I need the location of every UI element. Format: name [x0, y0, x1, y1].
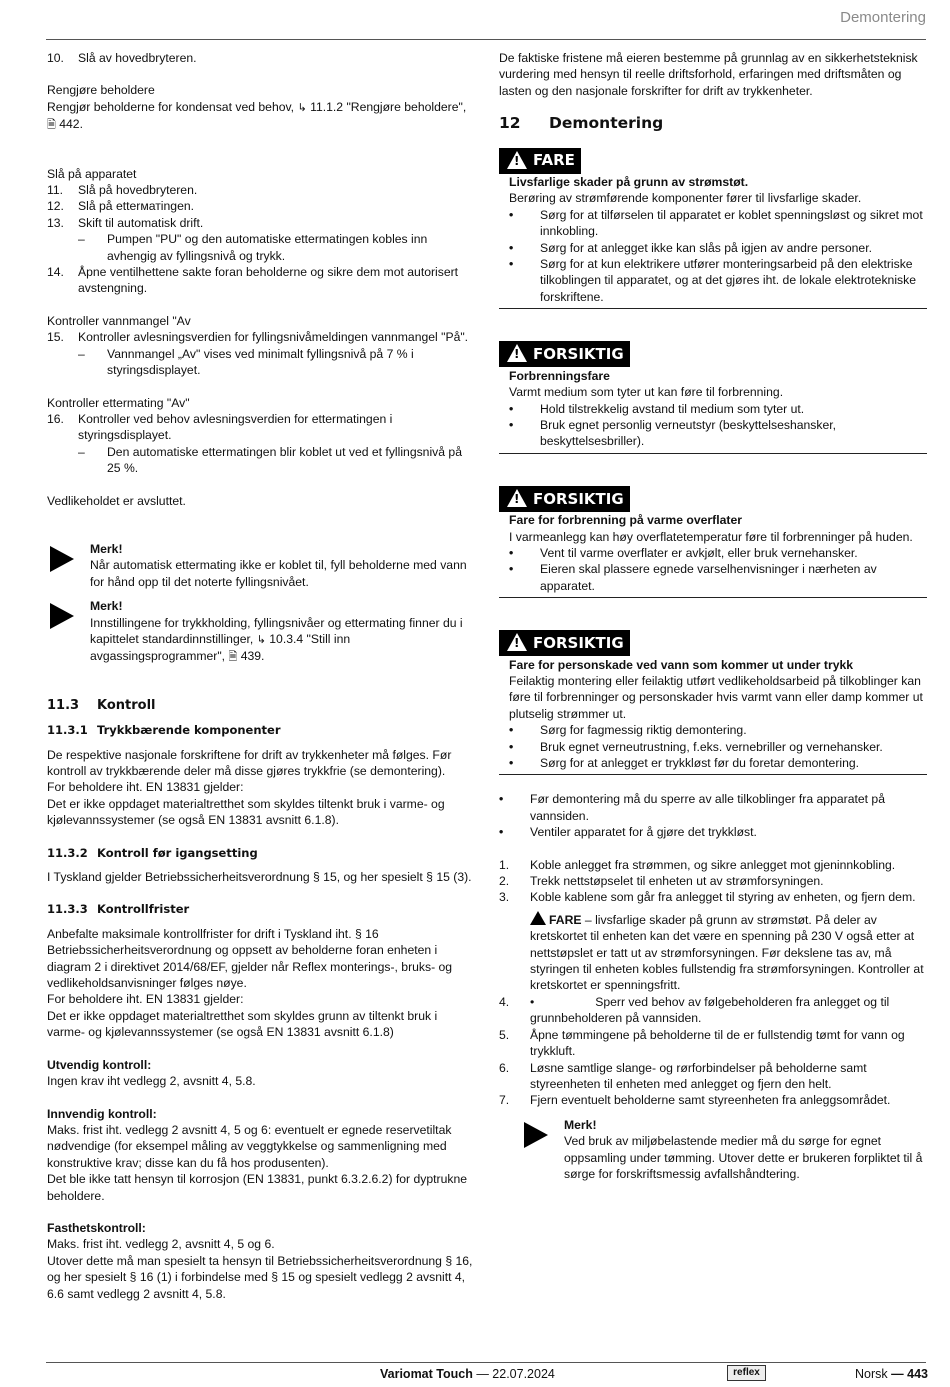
section-11-3-1-text: De respektive nasjonale forskriftene for drift av trykkenheter må følges. Før kontroll av trykkbærende deler må disse gjøres trykkfrie (se demontering).: [47, 747, 452, 778]
right-column: [499, 50, 927, 1182]
removal-step-2: 2. Trekk nettstøpselet til enheten ut av strømforsyningen.: [499, 874, 824, 889]
water-shortage-heading: Kontroller vannmangel "Av: [47, 313, 191, 328]
strength-check-text: Maks. frist iht. vedlegg 2, avsnitt 4, 5 og 6.: [47, 1237, 275, 1252]
danger-badge: ! FARE: [499, 148, 581, 174]
caution-badge: ! FORSIKTIG: [499, 486, 630, 512]
running-header: Demontering: [840, 9, 926, 26]
warning-danger-electric: ! FARE Livsfarlige skader på grunn av strømstøt. Berøring av strømførende komponenter fører til livsfarlige skader. • Sørg for at tilførselen til apparatet er koblet spenningsløst og sikret mot innkobling. • Sørg for at anlegget ikke kan slås på igjen av andre personer. • Sørg for at kun elektrikere utfører monteringsarbeid på den elektriske tilkoblingen til apparatet, og at det gjøres iht. de lokale elektrotekniske forskriftene.: [499, 148, 927, 310]
section-11-3-2-heading: 11.3.2 Kontroll før igangsetting: [47, 845, 258, 860]
clean-text: Rengjør beholderne for kondensat ved behov, ↳ 11.1.2 "Rengjøre beholdere", 🗎 442.: [47, 99, 467, 132]
list-item: • Sørg for at kun elektrikere utfører monteringsarbeid på den elektriske tilkoblingen til apparatet, og at det gjøres iht. de lokale elektrotekniske forskriftene.: [509, 257, 916, 304]
list-item: • Sørg for at anlegget er trykkløst før du foretar demontering.: [509, 756, 860, 770]
note-arrow-icon: [50, 546, 74, 572]
step-12: 12. Slå på etterматingen.: [47, 199, 195, 214]
warning-triangle-icon: [507, 633, 527, 651]
list-item: • Bruk egnet verneutrustning, f.eks. vernebriller og vernehansker.: [509, 739, 883, 754]
footer-page: Norsk — 443: [855, 1367, 928, 1381]
list-item: • Eieren skal plassere egnede varselhenvisninger i nærheten av apparatet.: [509, 562, 877, 593]
note-3: Merk! Ved bruk av miljøbelastende medier må du sørge for egnet oppsamling under tømming. Utover dette er brukeren forpliktet til å sørge for forskriftsmessig avfallshåndtering.: [521, 1117, 927, 1183]
step-13-result: – Pumpen "PU" og den automatiske ettermatingen kobles inn avhengig av fyllingsnivå og trykk.: [78, 232, 428, 263]
external-check-text: Ingen krav iht vedlegg 2, avsnitt 4, 5.8.: [47, 1074, 256, 1089]
section-11-3-1-text2: For beholdere iht. EN 13831 gjelder:: [47, 780, 244, 795]
section-11-3-3-heading: 11.3.3 Kontrollfrister: [47, 902, 190, 917]
list-item: • Sørg for at anlegget ikke kan slås på igjen av andre personer.: [509, 240, 872, 255]
reference-arrow-icon: ↳: [256, 632, 266, 646]
reflex-logo: reflex: [727, 1365, 766, 1381]
strength-check-text2: Utover dette må man spesielt ta hensyn til Betriebssicherheitsverordnung § 16, og her spesielt § 16 (1) i forbindelse med § 15 og spesielt vedlegg 2 avsnitt 4, 6.6 samt vedlegg 2 avsnitt 4, 5.8.: [47, 1253, 473, 1301]
removal-step-4: 4. • Sperr ved behov av følgebeholderen fra anlegget og til grunnbeholderen på vannsiden.: [499, 994, 890, 1026]
section-11-3-2-text: I Tyskland gjelder Betriebssicherheitsverordnung § 15, og her spesielt § 15 (3).: [47, 870, 472, 885]
list-item: • Vent til varme overflater er avkjølt, eller bruk vernehansker.: [509, 545, 858, 560]
reference-arrow-icon: ↳: [297, 100, 307, 114]
caution-badge: ! FORSIKTIG: [499, 630, 630, 656]
external-check-heading: Utvendig kontroll:: [47, 1057, 152, 1072]
note-arrow-icon: [50, 603, 74, 629]
removal-step-5: 5. Åpne tømmingene på beholderne til de er fullstendig tømt for vann og trykkluft.: [499, 1027, 905, 1059]
removal-step-6: 6. Løsne samtlige slange- og rørforbindelser på beholderne samt styreenheten til enheten med anlegget og fjern den helt.: [499, 1060, 867, 1091]
step-10: 10. Slå av hovedbryteren.: [47, 51, 197, 65]
removal-step-3: 3. Koble kablene som går fra anlegget til styring av enheten, og fjern dem.: [499, 890, 916, 905]
warning-triangle-icon: [507, 344, 527, 362]
step-11: 11. Slå på hovedbryteren.: [47, 183, 198, 198]
step-16-result: – Den automatiske ettermatingen blir koblet ut ved et fyllingsnivå på 25 %.: [78, 444, 462, 476]
chapter-12-heading: 12 Demontering: [499, 114, 664, 133]
page-icon: 🗎: [47, 118, 56, 132]
note-2: Merk! Innstillingene for trykkholding, fyllingsnivåer og ettermating finner du i kapittelet standardinnstillinger, ↳ 10.3.4 "Still inn avgassingsprogrammer", 🗎 439.: [47, 598, 477, 666]
step-14: 14. Åpne ventilhettene sakte foran beholderne og sikre dem mot autorisert avstengning.: [47, 265, 459, 296]
feed-heading: Kontroller ettermating "Av": [47, 395, 190, 410]
header-rule: [46, 39, 926, 40]
removal-step-7: 7. Fjern eventuelt beholderne samt styreenheten fra anleggsområdet.: [499, 1093, 891, 1108]
power-on-heading: Slå på apparatet: [47, 166, 137, 181]
warning-caution-hot-surface: ! FORSIKTIG Fare for forbrenning på varme overflater I varmeanlegg kan høy overflatetemperatur føre til forbrenninger på huden. • Vent til varme overflater er avkjølt, eller bruk vernehansker. • Eieren skal plassere egnede varselhenvisninger i nærheten av apparatet.: [499, 486, 927, 598]
precondition-1: • Før demontering må du sperre av alle tilkoblinger fra apparatet på vannsiden.: [499, 792, 885, 823]
section-11-3-heading: 11.3 Kontroll: [47, 697, 156, 713]
list-item: • Sørg for at tilførselen til apparatet er koblet spenningsløst og sikret mot innkobling.: [509, 207, 923, 239]
list-item: • Bruk egnet personlig verneutstyr (beskyttelseshansker, beskyttelsesbriller).: [509, 417, 837, 449]
clean-heading: Rengjøre beholdere: [47, 83, 155, 98]
removal-step-3-warning: FARE – livsfarlige skader på grunn av strømstøt. På deler av kretskortet til enheten kan det være en spenning på 230 V også etter at nettstøpslet er tatt ut av strømforsyningen. Før dekslene tas av, må styringen til enheten kobles fullstendig fra strømforsyningen. Kontroller at kretskortet er spenningsfritt.: [530, 912, 924, 993]
section-11-3-3-text: Anbefalte maksimale kontrollfrister for drift i Tyskland iht. § 16 Betriebssicherheitsverordnung og oppsett av beholderne foran enheten i diagram 2 i direktivet 2014/68/EF, gjelder når Reflex monterings-, bruks- og vedlikeholdsanvisninger følges nøye.: [47, 926, 453, 991]
step-13: 13. Skift til automatisk drift.: [47, 215, 204, 230]
internal-check-heading: Innvendig kontroll:: [47, 1106, 157, 1121]
warning-triangle-icon: [507, 489, 527, 507]
section-11-3-1-text3: Det er ikke oppdaget materialtretthet som skyldes tiltenkt bruk i varme- og kjølevannssystemer (se også EN 13831 avsnitt 6.1.8).: [47, 796, 445, 828]
caution-badge: ! FORSIKTIG: [499, 341, 630, 367]
left-column: [47, 50, 477, 1302]
step-15-result: – Vannmangel „Av" vises ved minimalt fyllingsnivå på 7 % i styringsdisplayet.: [78, 346, 414, 378]
internal-check-text2: Det ble ikke tatt hensyn til korrosjon (EN 13831, punkt 6.3.2.6.2) for dyptrukne beholdere.: [47, 1172, 468, 1203]
maintenance-done: Vedlikeholdet er avsluttet.: [47, 493, 186, 508]
footer-rule: [46, 1362, 926, 1363]
list-item: • Hold tilstrekkelig avstand til medium som tyter ut.: [509, 401, 805, 416]
section-11-3-3-text3: Det er ikke oppdaget materialtretthet som skyldes grunn av tiltenkt bruk i varme- og kjølevannssystemer (se også EN 13831 avsnitt 6.1.8): [47, 1008, 438, 1040]
note-1: Merk! Når automatisk ettermating ikke er koblet til, fyll beholderne med vann for hånd opp til det noterte fyllingsnivået.: [47, 541, 477, 590]
footer-product: Variomat Touch — 22.07.2024: [380, 1367, 555, 1381]
list-item: • Sørg for fagmessig riktig demontering.: [509, 723, 747, 738]
intro-text: De faktiske fristene må eieren bestemme på grunnlag av en sikkerhetsteknisk vurdering med hensyn til reelle driftsforhold, erfaringen med driftsmåten og lasten og den nasjonale forskrifter for drift av trykkenheter.: [499, 51, 918, 98]
section-11-3-3-text2: For beholdere iht. EN 13831 gjelder:: [47, 992, 244, 1007]
note-arrow-icon: [524, 1122, 548, 1148]
removal-step-1: 1. Koble anlegget fra strømmen, og sikre anlegget mot gjeninnkobling.: [499, 857, 896, 872]
internal-check-text: Maks. frist iht. vedlegg 2 avsnitt 4, 5 og 6: eventuelt er egnede reservetiltak nødvendige (for eksempel måling av veggtykkelse og sammenligning med konstruktive krav; disse kan du få hos produsenten).: [47, 1122, 452, 1170]
section-11-3-1-heading: 11.3.1 Trykkbærende komponenter: [47, 723, 281, 738]
strength-check-heading: Fasthetskontroll:: [47, 1220, 146, 1235]
precondition-2: • Ventiler apparatet for å gjøre det trykkløst.: [499, 825, 757, 840]
step-16: 16. Kontroller ved behov avlesningsverdien for ettermatingen i styringsdisplayet.: [47, 411, 393, 443]
warning-triangle-icon: [530, 911, 546, 925]
step-15: 15. Kontroller avlesningsverdien for fyllingsnivåmeldingen vannmangel "På".: [47, 330, 469, 345]
warning-caution-burn: ! FORSIKTIG Forbrenningsfare Varmt medium som tyter ut kan føre til forbrenning. • Hold tilstrekkelig avstand til medium som tyter ut. • Bruk egnet personlig verneutstyr (beskyttelseshansker, beskyttelsesbriller).: [499, 341, 927, 453]
warning-caution-pressure: ! FORSIKTIG Fare for personskade ved vann som kommer ut under trykk Feilaktig montering eller feilaktig utført vedlikeholdsarbeid på tilkoblinger kan føre til forbrenninger og personskader hvis varmt vann eller damp kommer ut plutselig strømmer ut. • Sørg for fagmessig riktig demontering. • Bruk egnet verneutrustning, f.eks. vernebriller og vernehansker. • Sørg for at anlegget er trykkløst før du foretar demontering.: [499, 630, 927, 775]
page-icon: 🗎: [228, 650, 238, 664]
warning-triangle-icon: [507, 151, 527, 169]
